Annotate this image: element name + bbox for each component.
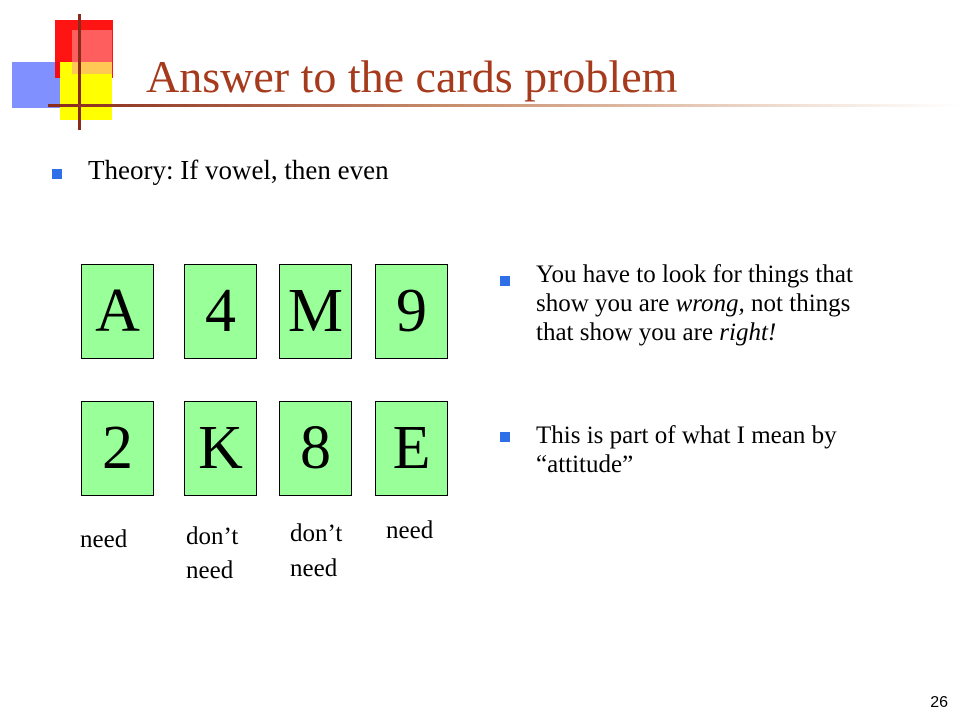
card-8: 8 <box>279 401 352 496</box>
bullet-icon <box>500 432 510 442</box>
bullet1-text-a: You have to look for things that show you are <box>536 261 853 317</box>
bullet-icon <box>500 276 510 286</box>
bullet-look-for-wrong <box>536 260 866 347</box>
card-4: 4 <box>184 264 257 359</box>
theory-text: Theory: If vowel, then even <box>88 155 389 185</box>
page-number: 26 <box>930 694 948 711</box>
card-k: K <box>184 401 257 496</box>
card-m: M <box>279 264 352 359</box>
bullet1-wrong: wrong, <box>675 290 745 317</box>
logo-vertical-line <box>78 14 81 130</box>
title-underline <box>48 104 960 107</box>
card-a: A <box>81 264 154 359</box>
label-need-col2: need <box>186 557 234 584</box>
label-dont-col3: don’t <box>290 520 343 547</box>
card-e: E <box>375 401 448 496</box>
card-2: 2 <box>81 401 154 496</box>
label-need-col4: need <box>386 517 434 544</box>
bullet-icon <box>52 169 62 179</box>
slide-logo <box>0 0 140 130</box>
bullet-attitude: This is part of what I mean by “attitude” <box>536 422 837 478</box>
bullet1-right: right! <box>719 319 777 346</box>
bullet1-text-b: not things that show you are <box>536 290 851 346</box>
label-dont-col2: don’t <box>186 523 239 550</box>
slide-title: Answer to the cards problem <box>146 51 678 102</box>
label-need-col3: need <box>290 555 338 582</box>
label-need-col1: need <box>80 526 128 553</box>
card-9: 9 <box>375 264 448 359</box>
